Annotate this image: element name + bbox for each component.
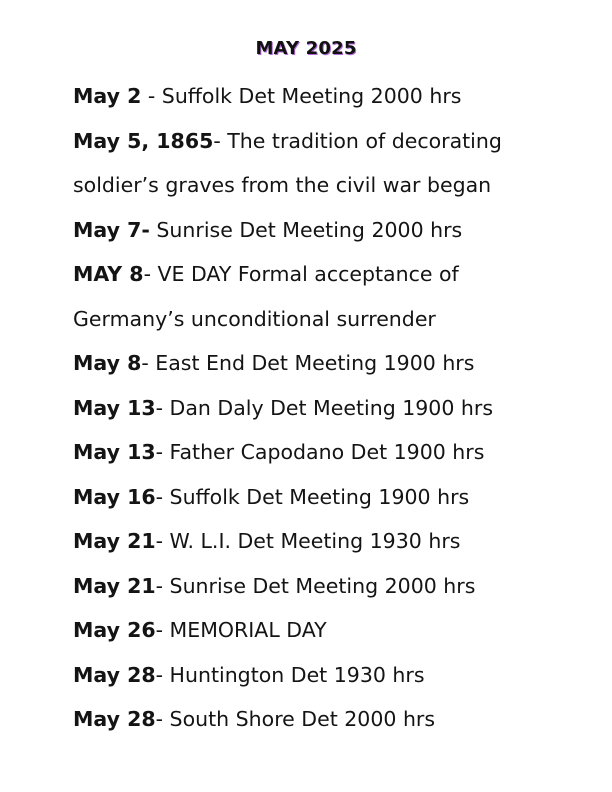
event-text: - Father Capodano Det 1900 hrs	[155, 440, 485, 464]
list-item	[73, 163, 583, 208]
event-date: May 16	[73, 484, 156, 509]
list-item	[73, 252, 583, 297]
event-text: - Huntington Det 1930 hrs	[155, 662, 425, 687]
event-text: Sunrise Det Meeting 2000 hrs	[149, 217, 463, 242]
list-item	[73, 430, 583, 475]
event-date: May 13	[73, 440, 156, 464]
event-text: - VE DAY Formal acceptance of	[143, 262, 459, 286]
list-item	[73, 74, 583, 119]
event-list	[73, 74, 583, 742]
event-text: soldier’s graves from the civil war began	[73, 173, 492, 197]
event-text: - South Shore Det 2000 hrs	[155, 707, 436, 731]
list-item	[73, 208, 583, 253]
event-text: - Dan Daly Det Meeting 1900 hrs	[155, 395, 494, 420]
event-date: May 2	[73, 84, 142, 108]
event-text: - East End Det Meeting 1900 hrs	[141, 351, 475, 375]
list-item	[73, 341, 583, 386]
list-item	[73, 475, 583, 520]
event-date: May 26	[73, 618, 156, 642]
event-date: May 7-	[73, 217, 150, 242]
event-date: May 21	[73, 529, 156, 553]
event-text: - Suffolk Det Meeting 2000 hrs	[141, 84, 462, 108]
event-text: - Suffolk Det Meeting 1900 hrs	[155, 484, 470, 509]
event-date: May 28	[73, 662, 156, 687]
event-text: Germany’s unconditional surrender	[73, 306, 436, 331]
list-item	[73, 564, 583, 609]
page-title: MAY 2025	[255, 38, 357, 59]
list-item	[73, 608, 583, 653]
event-date: May 8	[73, 351, 142, 375]
event-text: - The tradition of decorating	[213, 128, 502, 153]
event-date: May 28	[73, 707, 156, 731]
list-item	[73, 519, 583, 564]
list-item	[73, 386, 583, 431]
list-item	[73, 119, 583, 164]
event-text: - Sunrise Det Meeting 2000 hrs	[155, 573, 476, 598]
event-date: May 13	[73, 395, 156, 420]
event-text: - MEMORIAL DAY	[155, 618, 327, 642]
event-date: May 21	[73, 573, 156, 598]
list-item	[73, 697, 583, 742]
event-text: - W. L.I. Det Meeting 1930 hrs	[155, 529, 461, 553]
event-date: May 5, 1865	[73, 128, 214, 153]
event-date: MAY 8	[73, 262, 144, 286]
list-item	[73, 297, 583, 342]
list-item	[73, 653, 583, 698]
